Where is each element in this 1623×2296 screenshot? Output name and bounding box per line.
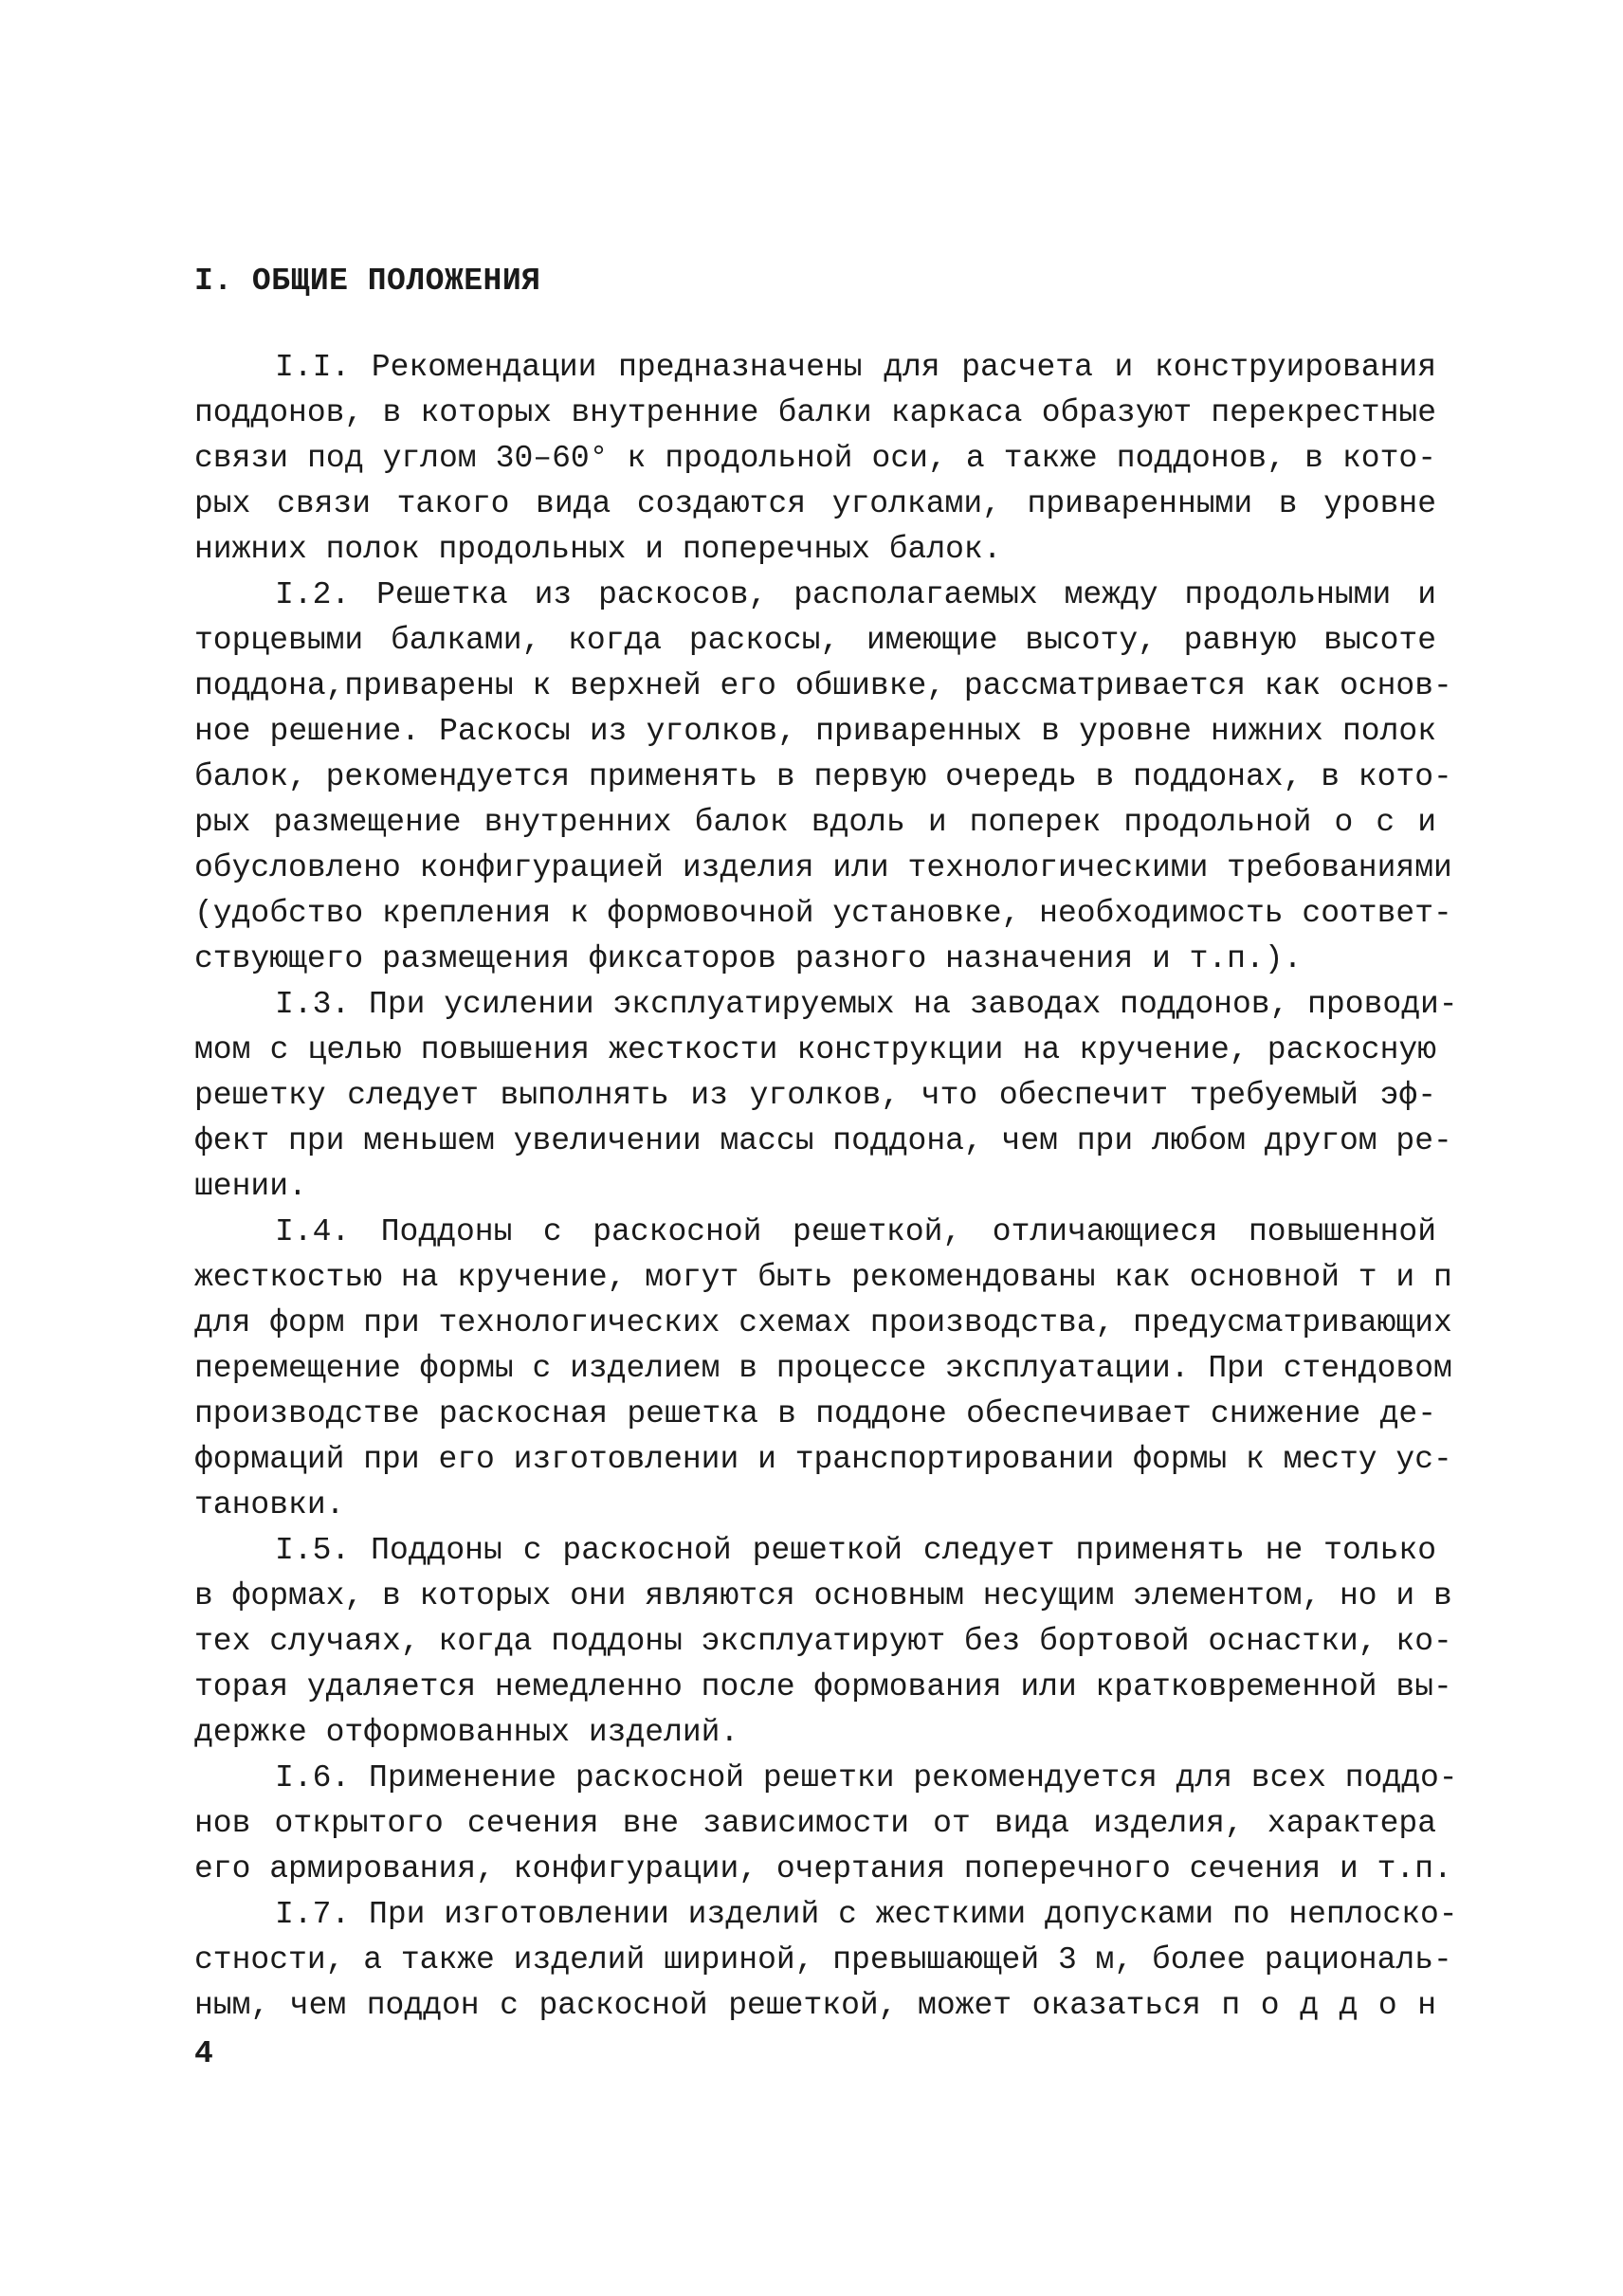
paragraph-line: связи под углом 30–60° к продольной оси, а также поддонов, в кото- <box>194 441 1436 476</box>
paragraph-line: поддона,приварены к верхней его обшивке, рассматривается как основ- <box>194 668 1452 703</box>
paragraph-line: стности, а также изделий шириной, превышающей 3 м, более рациональ- <box>194 1942 1452 1977</box>
paragraph-line: тех случаях, когда поддоны эксплуатируют без бортовой оснастки, ко- <box>194 1624 1452 1659</box>
paragraph-line: перемещение формы с изделием в процессе эксплуатации. При стендовом <box>194 1351 1452 1386</box>
paragraph-line: торцевыми балками, когда раскосы, имеющие высоту, равную высоте <box>194 623 1436 658</box>
paragraph-line: решетку следует выполнять из уголков, что обеспечит требуемый эф- <box>194 1078 1436 1113</box>
paragraph-line: I.6. Применение раскосной решетки рекомендуется для всех поддо- <box>275 1760 1458 1795</box>
paragraph-line: формаций при его изготовлении и транспортировании формы к месту ус- <box>194 1442 1452 1477</box>
paragraph-line: его армирования, конфигурации, очертания поперечного сечения и т.п. <box>194 1851 1452 1886</box>
paragraph-line: I.5. Поддоны с раскосной решеткой следует применять не только <box>275 1533 1436 1568</box>
paragraph-line: балок, рекомендуется применять в первую очередь в поддонах, в кото- <box>194 759 1452 794</box>
paragraph-line: фект при меньшем увеличении массы поддона, чем при любом другом ре- <box>194 1123 1452 1158</box>
paragraph-line: тановки. <box>194 1487 345 1522</box>
paragraph-line: для форм при технологических схемах производства, предусматривающих <box>194 1305 1452 1340</box>
paragraph-line: рых размещение внутренних балок вдоль и поперек продольной о с и <box>194 805 1436 840</box>
paragraph-line: ное решение. Раскосы из уголков, приваренных в уровне нижних полок <box>194 714 1436 749</box>
paragraph-line: (удобство крепления к формовочной установке, необходимость соответ- <box>194 896 1452 931</box>
paragraph-line: I.I. Рекомендации предназначены для расчета и конструирования <box>275 350 1436 385</box>
paragraph-line: I.2. Решетка из раскосов, располагаемых между продольными и <box>275 577 1436 612</box>
paragraph-line: нижних полок продольных и поперечных балок. <box>194 532 1002 567</box>
paragraph-line: производстве раскосная решетка в поддоне обеспечивает снижение де- <box>194 1396 1436 1431</box>
paragraph-line: мом с целью повышения жесткости конструкции на кручение, раскосную <box>194 1032 1436 1067</box>
paragraph-line: торая удаляется немедленно после формования или кратковременной вы- <box>194 1669 1452 1704</box>
paragraph-line: I.7. При изготовлении изделий с жесткими допусками по неплоско- <box>275 1897 1458 1932</box>
paragraph-line: обусловлено конфигурацией изделия или технологическими требованиями <box>194 850 1452 885</box>
section-heading: I. ОБЩИЕ ПОЛОЖЕНИЯ <box>194 264 541 299</box>
paragraph-line: жесткостью на кручение, могут быть рекомендованы как основной т и п <box>194 1260 1452 1295</box>
paragraph-line: держке отформованных изделий. <box>194 1715 739 1750</box>
paragraph-line: поддонов, в которых внутренние балки каркаса образуют перекрестные <box>194 395 1436 430</box>
paragraph-line: шении. <box>194 1169 307 1204</box>
page-number: 4 <box>194 2036 213 2071</box>
paragraph-line: в формах, в которых они являются основным несущим элементом, но и в <box>194 1578 1452 1613</box>
paragraph-line: I.4. Поддоны с раскосной решеткой, отличающиеся повышенной <box>275 1214 1436 1249</box>
paragraph-line: ствующего размещения фиксаторов разного назначения и т.п.). <box>194 941 1303 976</box>
paragraph-line: ным, чем поддон с раскосной решеткой, может оказаться п о д д о н <box>194 1988 1436 2023</box>
paragraph-line: I.3. При усилении эксплуатируемых на заводах поддонов, проводи- <box>275 987 1458 1022</box>
paragraph-line: нов открытого сечения вне зависимости от вида изделия, характера <box>194 1806 1436 1841</box>
paragraph-line: рых связи такого вида создаются уголками, приваренными в уровне <box>194 486 1436 521</box>
